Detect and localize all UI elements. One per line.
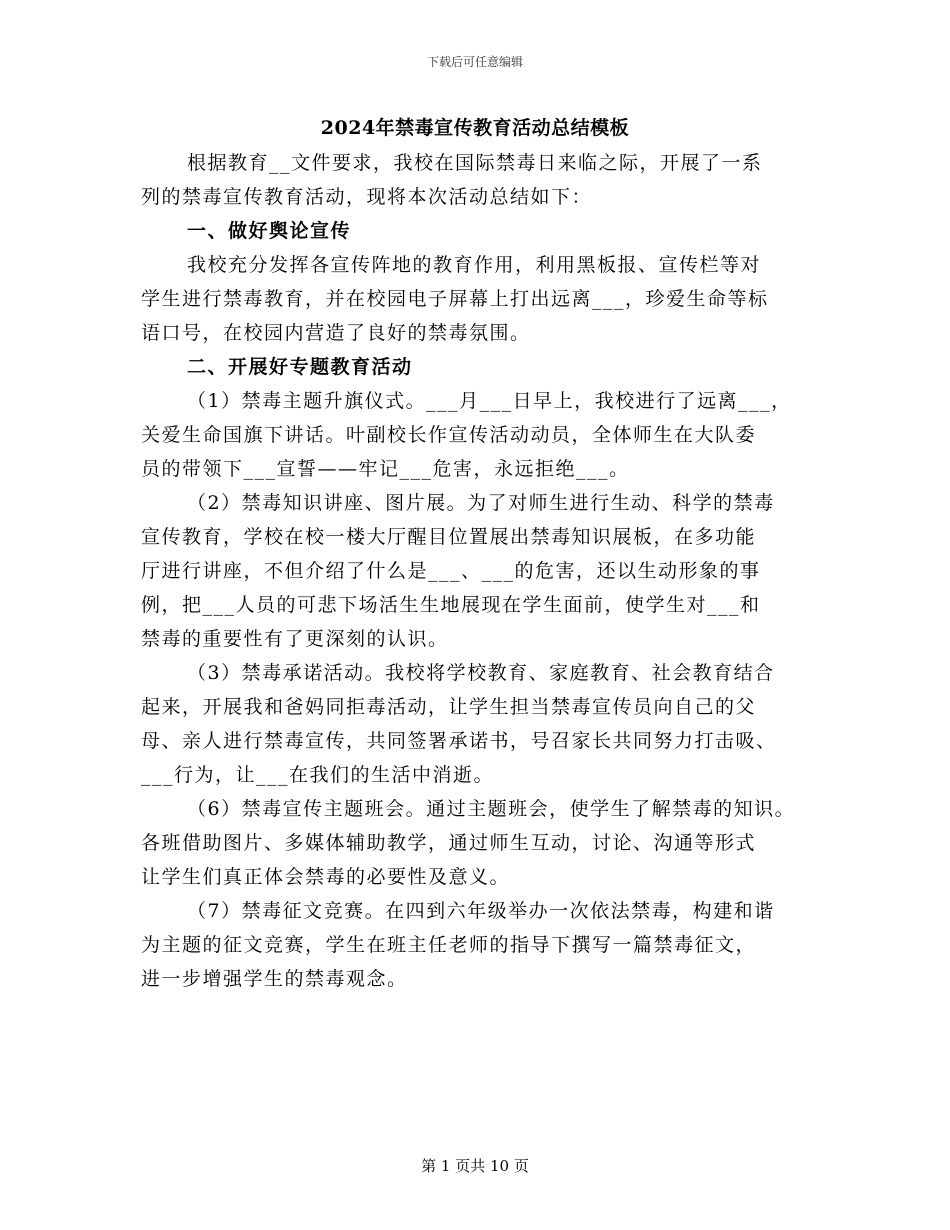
body-text-line: 宣传教育，学校在校一楼大厅醒目位置展出禁毒知识展板，在多功能 bbox=[141, 526, 757, 548]
body-text-line: 员的带领下___宣誓——牢记___危害，永远拒绝___。 bbox=[141, 458, 630, 480]
page-footer: 第 1 页共 10 页 bbox=[421, 1157, 529, 1175]
body-text-line: 让学生们真正体会禁毒的必要性及意义。 bbox=[141, 866, 511, 888]
body-text-line: （3）禁毒承诺活动。我校将学校教育、家庭教育、社会教育结合 bbox=[187, 662, 775, 684]
body-text-line: 为主题的征文竞赛，学生在班主任老师的指导下撰写一篇禁毒征文， bbox=[141, 934, 757, 956]
document-body bbox=[141, 146, 821, 996]
body-text-line: （7）禁毒征文竞赛。在四到六年级举办一次依法禁毒，构建和谐 bbox=[187, 900, 775, 922]
body-text-line: 进一步增强学生的禁毒观念。 bbox=[141, 968, 408, 990]
body-text-line: 学生进行禁毒教育，并在校园电子屏幕上打出远离___，珍爱生命等标 bbox=[141, 288, 769, 310]
body-text-line: 根据教育__文件要求，我校在国际禁毒日来临之际，开展了一系 bbox=[187, 152, 763, 174]
body-text-line: 母、亲人进行禁毒宣传，共同签署承诺书，号召家长共同努力打击吸、 bbox=[141, 730, 777, 752]
body-text-line: 关爱生命国旗下讲话。叶副校长作宣传活动动员，全体师生在大队委 bbox=[141, 424, 757, 446]
body-text-line: 我校充分发挥各宣传阵地的教育作用，利用黑板报、宣传栏等对 bbox=[187, 254, 762, 276]
body-text-line: 列的禁毒宣传教育活动，现将本次活动总结如下： bbox=[141, 186, 593, 208]
body-text-line: （2）禁毒知识讲座、图片展。为了对师生进行生动、科学的禁毒 bbox=[187, 492, 775, 514]
body-text-line: 各班借助图片、多媒体辅助教学，通过师生互动，讨论、沟通等形式 bbox=[141, 832, 757, 854]
section-heading: 二、开展好专题教育活动 bbox=[187, 356, 413, 378]
body-text-line: （6）禁毒宣传主题班会。通过主题班会，使学生了解禁毒的知识。 bbox=[187, 798, 796, 820]
body-text-line: 厅进行讲座，不但介绍了什么是___、___的危害，还以生动形象的事 bbox=[141, 560, 761, 582]
page-header: 下载后可任意编辑 bbox=[426, 55, 523, 69]
body-text-line: 禁毒的重要性有了更深刻的认识。 bbox=[141, 628, 449, 650]
body-text-line: 语口号，在校园内营造了良好的禁毒氛围。 bbox=[141, 322, 531, 344]
body-text-line: 例，把___人员的可悲下场活生生地展现在学生面前，使学生对___和 bbox=[141, 594, 761, 616]
document-title: 2024年禁毒宣传教育活动总结模板 bbox=[320, 117, 630, 139]
section-heading: 一、做好舆论宣传 bbox=[187, 220, 352, 242]
body-text-line: （1）禁毒主题升旗仪式。___月___日早上，我校进行了远离___， bbox=[187, 390, 792, 412]
body-text-line: ___行为，让___在我们的生活中消逝。 bbox=[141, 764, 495, 786]
body-text-line: 起来，开展我和爸妈同拒毒活动，让学生担当禁毒宣传员向自己的父 bbox=[141, 696, 757, 718]
